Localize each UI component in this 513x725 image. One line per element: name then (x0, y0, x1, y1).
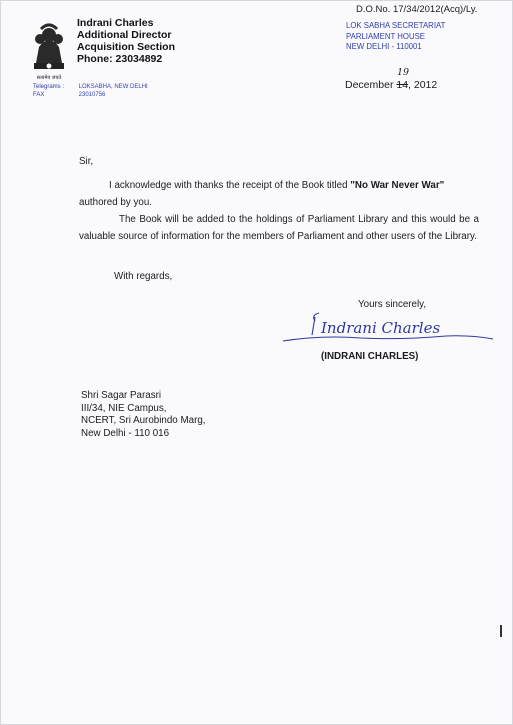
page-edge-mark (500, 625, 502, 637)
sender-block (77, 17, 175, 65)
paragraph-acknowledgement: I acknowledge with thanks the receipt of the Book titled "No War Never War" authored by you. (79, 180, 445, 208)
sender-name: Indrani Charles (77, 17, 154, 29)
date-day-struck: 14 (396, 79, 409, 91)
sender-designation: Additional Director (77, 29, 172, 41)
recipient-line: III/34, NIE Campus, (81, 402, 167, 414)
national-emblem-icon (31, 13, 67, 83)
sender-section: Acquisition Section (77, 41, 176, 53)
closing-regards: With regards, (114, 271, 173, 282)
telegram-value: LOKSABHA, NEW DELHI (78, 84, 148, 90)
paragraph-library: The Book will be added to the holdings of Parliament Library and this would be a valuable source of information for the members of Parliament and other users of the Library. (79, 214, 479, 242)
address-line: NEW DELHI - 110001 (346, 42, 422, 51)
closing-sincerely: Yours sincerely, (358, 299, 427, 310)
telegram-label: Telegrams : (33, 84, 65, 90)
recipient-line: NCERT, Sri Aurobindo Marg, (81, 415, 206, 426)
recipient-line: Shri Sagar Parasri (81, 390, 162, 401)
book-title: "No War Never War" (350, 180, 445, 191)
date-day-correction: 19 (397, 67, 410, 78)
sender-phone: Phone: 23034892 (77, 53, 163, 65)
reference-number: D.O.No. 17/34/2012(Acq)/Ly. (356, 4, 478, 15)
date-year: , 2012 (408, 79, 438, 91)
fax-label: FAX (33, 91, 45, 98)
signer-name: (INDRANI CHARLES) (321, 351, 419, 362)
svg-text:सत्यमेव जयते: सत्यमेव जयते (36, 75, 62, 81)
address-line: PARLIAMENT HOUSE (346, 31, 425, 41)
telegram-fax-block (33, 84, 148, 99)
recipient-address (81, 390, 206, 440)
svg-text:Indrani Charles: Indrani Charles (321, 319, 441, 337)
office-address (346, 21, 445, 53)
salutation: Sir, (79, 156, 94, 167)
recipient-line: New Delhi - 110 016 (81, 427, 170, 439)
date-month: December (345, 79, 394, 91)
address-line: LOK SABHA SECRETARIAT (346, 21, 446, 30)
fax-value: 23010756 (78, 91, 106, 98)
letter-date (345, 67, 438, 91)
